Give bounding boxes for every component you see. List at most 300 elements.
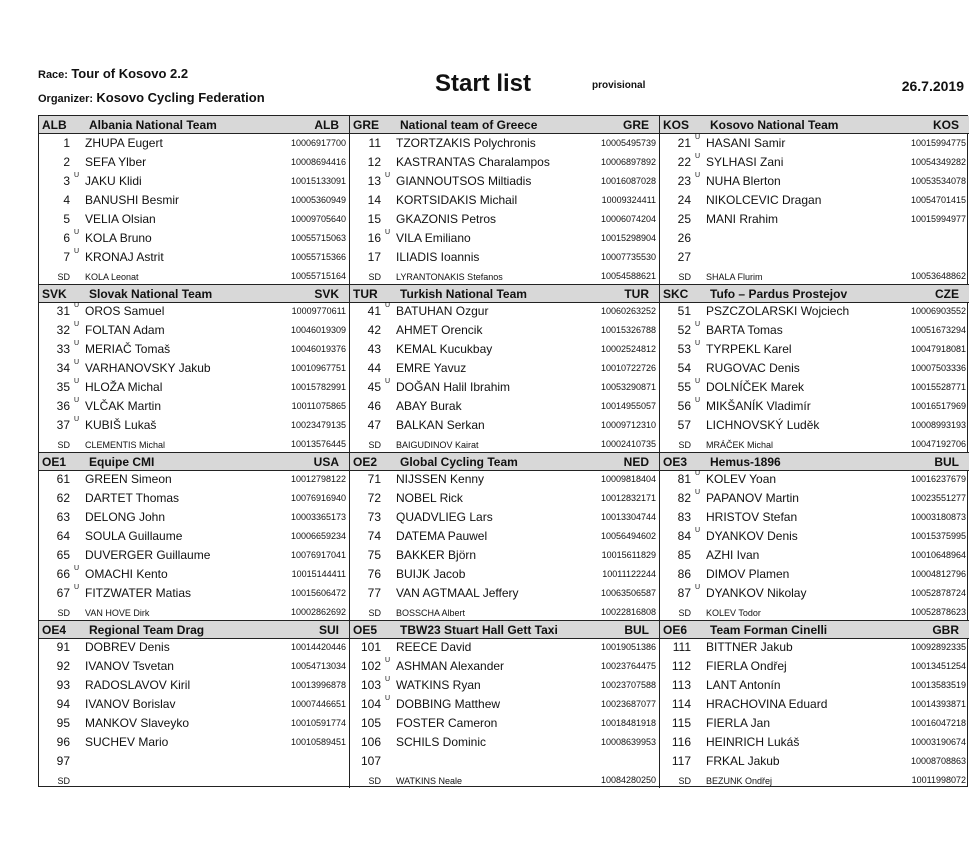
bib-number: 13 [367, 174, 381, 188]
bib-number: 17 [367, 250, 381, 264]
rider-row [350, 713, 659, 732]
uci-id: 10013451254 [910, 661, 966, 671]
rider-row [39, 545, 349, 564]
bib-number: 56 [677, 399, 691, 413]
rider-name: BATUHAN Ozgur [396, 304, 489, 318]
rider-row [350, 339, 659, 358]
uci-id: 10003180873 [910, 512, 966, 522]
uci-id: 10053290871 [600, 382, 656, 392]
team-code: OE2 [353, 455, 378, 469]
u23-flag: U [74, 248, 80, 255]
bib-number: 63 [56, 510, 70, 524]
uci-id: 10019051386 [600, 642, 656, 652]
rider-row [39, 526, 349, 545]
uci-id: 10006074204 [600, 214, 656, 224]
rider-row [39, 152, 349, 171]
rider-name: VLČAK Martin [85, 399, 162, 413]
uci-id: 10010722726 [600, 363, 656, 373]
team-name: Team Forman Cinelli [710, 623, 828, 637]
bib-number: 14 [367, 193, 381, 207]
uci-id: 10008694416 [290, 157, 346, 167]
organizer-label: Organizer: [38, 93, 94, 105]
rider-name: BUIJK Jacob [396, 567, 466, 581]
uci-id: 10054588621 [600, 271, 656, 281]
bib-number: 83 [677, 510, 691, 524]
bib-number: 61 [56, 472, 70, 486]
rider-name: BARTA Tomas [706, 323, 783, 337]
uci-id: 10006659234 [290, 531, 346, 541]
rider-name: SEFA Ylber [85, 155, 147, 169]
rider-row [660, 415, 969, 434]
bib-number: 7 [63, 250, 70, 264]
rider-name: NIJSSEN Kenny [396, 472, 485, 486]
uci-id: 10076916940 [290, 493, 346, 503]
rider-name: BANUSHI Besmir [85, 193, 180, 207]
bib-number: 12 [367, 155, 381, 169]
rider-name: ABAY Burak [396, 399, 462, 413]
team-code: TUR [353, 287, 378, 301]
bib-number: 15 [367, 212, 381, 226]
rider-row [350, 507, 659, 526]
team-name: Hemus-1896 [710, 455, 781, 469]
rider-name: FIERLA Jan [706, 716, 771, 730]
rider-name: FRKAL Jakub [706, 754, 780, 768]
bib-number: SD [57, 776, 70, 786]
uci-id: 10003365173 [290, 512, 346, 522]
page-title: Start list [435, 70, 532, 97]
team-section [659, 116, 969, 284]
rider-row [660, 583, 969, 602]
u23-flag: U [74, 340, 80, 347]
team-header [39, 116, 349, 134]
sports-director-row [660, 266, 969, 285]
uci-id: 10055715164 [290, 271, 346, 281]
rider-row [660, 320, 969, 339]
rider-name: JAKU Klidi [85, 174, 142, 188]
u23-flag: U [695, 489, 701, 496]
uci-id: 10015528771 [910, 382, 966, 392]
bib-number: 53 [677, 342, 691, 356]
team-block-row [39, 452, 967, 620]
team-header [660, 116, 969, 134]
uci-id: 10052878623 [910, 607, 966, 617]
uci-id: 10004812796 [910, 569, 966, 579]
u23-flag: U [695, 470, 701, 477]
u23-flag: U [74, 321, 80, 328]
bib-number: 21 [677, 136, 691, 150]
rider-row [39, 469, 349, 488]
rider-name: SUCHEV Mario [85, 735, 169, 749]
uci-id: 10023687077 [600, 699, 656, 709]
rider-row [660, 171, 969, 190]
rider-name: HASANI Samir [706, 136, 786, 150]
rider-row [660, 469, 969, 488]
rider-name: KORTSIDAKIS Michail [396, 193, 518, 207]
uci-id: 10016517969 [910, 401, 966, 411]
rider-row [660, 564, 969, 583]
race-name: Tour of Kosovo 2.2 [71, 66, 189, 81]
team-section [39, 284, 349, 452]
rider-name: DARTET Thomas [85, 491, 180, 505]
bib-number: 106 [360, 735, 381, 749]
bib-number: 32 [56, 323, 70, 337]
rider-row [660, 545, 969, 564]
rider-name: NIKOLCEVIC Dragan [706, 193, 822, 207]
team-nation: BUL [934, 455, 959, 469]
bib-number: 34 [56, 361, 70, 375]
sports-director-row [660, 770, 969, 789]
uci-id: 10084280250 [600, 775, 656, 785]
rider-row [39, 171, 349, 190]
bib-number: 113 [671, 678, 691, 692]
rider-row [350, 656, 659, 675]
uci-id: 10008708863 [910, 756, 966, 766]
uci-id: 10046019376 [290, 344, 346, 354]
rider-row [39, 339, 349, 358]
bib-number: SD [368, 272, 381, 282]
rider-name: ILIADIS Ioannis [396, 250, 480, 264]
bib-number: 35 [56, 380, 70, 394]
sports-director-row [660, 434, 969, 453]
rider-name: RADOSLAVOV Kiril [85, 678, 191, 692]
rider-row [39, 133, 349, 152]
rider-name: DATEMA Pauwel [396, 529, 488, 543]
uci-id: 10009712310 [600, 420, 656, 430]
bib-number: 36 [56, 399, 70, 413]
rider-name: FITZWATER Matias [85, 586, 191, 600]
rider-name: OMACHI Kento [85, 567, 168, 581]
bib-number: 104 [360, 697, 381, 711]
rider-name: LYRANTONAKIS Stefanos [396, 272, 503, 282]
rider-row [660, 133, 969, 152]
rider-row [39, 209, 349, 228]
rider-name: HEINRICH Lukáš [706, 735, 800, 749]
team-code: ALB [42, 118, 67, 132]
bib-number: 85 [677, 548, 691, 562]
rider-row [350, 190, 659, 209]
rider-name: KEMAL Kucukbay [396, 342, 493, 356]
uci-id: 10015994775 [910, 138, 966, 148]
rider-name: KRONAJ Astrit [85, 250, 164, 264]
team-section [659, 452, 969, 620]
rider-row [350, 228, 659, 247]
bib-number: 41 [367, 304, 381, 318]
rider-name: KOLA Leonat [85, 272, 139, 282]
rider-name: KUBIŠ Lukaš [85, 418, 157, 432]
bib-number: 22 [677, 155, 691, 169]
uci-id: 10012832171 [600, 493, 656, 503]
bib-number: 62 [56, 491, 70, 505]
rider-row [39, 488, 349, 507]
rider-row [350, 377, 659, 396]
rider-name: HRACHOVINA Eduard [706, 697, 828, 711]
u23-flag: U [385, 378, 391, 385]
u23-flag: U [695, 134, 701, 141]
rider-name: MERIAČ Tomaš [85, 342, 171, 356]
bib-number: 112 [671, 659, 691, 673]
bib-number: 66 [56, 567, 70, 581]
u23-flag: U [695, 584, 701, 591]
rider-name: KASTRANTAS Charalampos [396, 155, 550, 169]
rider-name: GREEN Simeon [85, 472, 172, 486]
rider-name: AHMET Orencik [396, 323, 483, 337]
bib-number: 73 [367, 510, 381, 524]
rider-name: VAN AGTMAAL Jeffery [396, 586, 519, 600]
rider-name: EMRE Yavuz [396, 361, 467, 375]
uci-id: 10009770611 [291, 306, 346, 316]
rider-row [39, 713, 349, 732]
uci-id: 10009324411 [601, 195, 656, 205]
rider-row [350, 247, 659, 266]
bib-number: 101 [360, 640, 381, 654]
rider-name: PAPANOV Martin [706, 491, 799, 505]
rider-row [39, 583, 349, 602]
document-header [38, 62, 968, 112]
rider-name: HRISTOV Stefan [706, 510, 798, 524]
team-code: KOS [663, 118, 690, 132]
bib-number: 115 [671, 716, 691, 730]
uci-id: 10076917041 [290, 550, 346, 560]
rider-row [39, 228, 349, 247]
bib-number: 76 [367, 567, 381, 581]
rider-row [660, 675, 969, 694]
rider-name: REECE David [396, 640, 472, 654]
rider-name: SOULA Guillaume [85, 529, 183, 543]
bib-number: SD [678, 608, 691, 618]
bib-number: 114 [671, 697, 691, 711]
uci-id: 10023764475 [600, 661, 656, 671]
rider-row [39, 564, 349, 583]
sports-director-row [350, 434, 659, 453]
rider-row [350, 564, 659, 583]
rider-row [660, 713, 969, 732]
uci-id: 10010591774 [290, 718, 346, 728]
rider-row [350, 415, 659, 434]
rider-row [660, 526, 969, 545]
team-name: Tufo – Pardus Prostejov [710, 287, 848, 301]
team-header [350, 116, 659, 134]
rider-name: FIERLA Ondřej [706, 659, 787, 673]
rider-name: PSZCZOLARSKI Wojciech [706, 304, 850, 318]
bib-number: 71 [367, 472, 381, 486]
u23-flag: U [695, 527, 701, 534]
team-section [349, 284, 659, 452]
rider-name: VARHANOVSKY Jakub [85, 361, 211, 375]
rider-name: FOSTER Cameron [396, 716, 498, 730]
rider-row [660, 488, 969, 507]
uci-id: 10014955057 [600, 401, 656, 411]
uci-id: 10006897892 [600, 157, 656, 167]
team-nation: KOS [932, 118, 959, 132]
rider-name: DIMOV Plamen [706, 567, 790, 581]
bib-number: 51 [677, 304, 691, 318]
rider-name: KOLEV Yoan [706, 472, 777, 486]
uci-id: 10012798122 [290, 474, 346, 484]
rider-name: MANI Rrahim [706, 212, 779, 226]
uci-id: 10013304744 [600, 512, 656, 522]
rider-name: FOLTAN Adam [85, 323, 165, 337]
rider-name: BALKAN Serkan [396, 418, 485, 432]
bib-number: 55 [677, 380, 691, 394]
team-section [349, 116, 659, 284]
sports-director-row [350, 266, 659, 285]
rider-name: HLOŽA Michal [85, 380, 163, 394]
team-nation: SVK [314, 287, 339, 301]
uci-id: 10055715063 [290, 233, 346, 243]
team-name: TBW23 Stuart Hall Gett Taxi [400, 623, 558, 637]
sports-director-row [39, 434, 349, 453]
bib-number: SD [57, 272, 70, 282]
rider-row [660, 339, 969, 358]
uci-id: 10051673294 [910, 325, 966, 335]
rider-row [660, 152, 969, 171]
team-nation: GRE [622, 118, 649, 132]
bib-number: SD [368, 440, 381, 450]
bib-number: 27 [677, 250, 691, 264]
rider-name: ZHUPA Eugert [85, 136, 163, 150]
sports-director-row [660, 602, 969, 621]
uci-id: 10002524812 [600, 344, 656, 354]
rider-name: SHALA Flurim [706, 272, 763, 282]
rider-row [350, 171, 659, 190]
rider-name: WATKINS Ryan [396, 678, 481, 692]
team-name: Kosovo National Team [710, 118, 839, 132]
bib-number: 24 [677, 193, 691, 207]
uci-id: 10054349282 [910, 157, 966, 167]
rider-row [39, 247, 349, 266]
bib-number: 91 [56, 640, 70, 654]
bib-number: 23 [677, 174, 691, 188]
team-name: Turkish National Team [400, 287, 527, 301]
rider-row [39, 675, 349, 694]
bib-number: 65 [56, 548, 70, 562]
team-nation: USA [313, 455, 339, 469]
bib-number: 31 [56, 304, 70, 318]
u23-flag: U [74, 378, 80, 385]
rider-name: KOLA Bruno [85, 231, 152, 245]
start-list-table [38, 115, 968, 787]
rider-name: NUHA Blerton [706, 174, 781, 188]
uci-id: 10053648862 [910, 271, 966, 281]
team-nation: NED [623, 455, 649, 469]
rider-name: VILA Emiliano [396, 231, 471, 245]
bib-number: 77 [367, 586, 381, 600]
uci-id: 10015611829 [601, 550, 656, 560]
bib-number: 117 [671, 754, 691, 768]
sports-director-row [39, 770, 349, 789]
uci-id: 10055715366 [290, 252, 346, 262]
bib-number: 111 [672, 640, 691, 654]
bib-number: 93 [56, 678, 70, 692]
u23-flag: U [385, 676, 391, 683]
rider-name: RUGOVAC Denis [706, 361, 800, 375]
rider-row [660, 396, 969, 415]
bib-number: 75 [367, 548, 381, 562]
uci-id: 10053534078 [910, 176, 966, 186]
rider-name: VELIA Olsian [85, 212, 156, 226]
u23-flag: U [385, 302, 391, 309]
rider-name: DOLNÍČEK Marek [706, 380, 805, 394]
bib-number: 116 [671, 735, 691, 749]
uci-id: 10009705640 [290, 214, 346, 224]
team-nation: BUL [624, 623, 649, 637]
uci-id: 10060263252 [600, 306, 656, 316]
uci-id: 10011998072 [911, 775, 966, 785]
uci-id: 10015606472 [290, 588, 346, 598]
team-name: Equipe CMI [89, 455, 155, 469]
rider-name: IVANOV Borislav [85, 697, 176, 711]
uci-id: 10013576445 [290, 439, 346, 449]
rider-name: GKAZONIS Petros [396, 212, 497, 226]
sports-director-row [350, 770, 659, 789]
team-section [659, 284, 969, 452]
uci-id: 10023707588 [600, 680, 656, 690]
rider-row [39, 751, 349, 770]
rider-row [350, 320, 659, 339]
rider-row [350, 396, 659, 415]
bib-number: 95 [56, 716, 70, 730]
rider-row [39, 694, 349, 713]
rider-name: VAN HOVE Dirk [85, 608, 150, 618]
bib-number: 97 [56, 754, 70, 768]
uci-id: 10009818404 [600, 474, 656, 484]
u23-flag: U [385, 695, 391, 702]
uci-id: 10002410735 [600, 439, 656, 449]
rider-name: DELONG John [85, 510, 166, 524]
bib-number: SD [368, 776, 381, 786]
bib-number: 37 [56, 418, 70, 432]
u23-flag: U [74, 584, 80, 591]
uci-id: 10056494602 [600, 531, 656, 541]
rider-name: DUVERGER Guillaume [85, 548, 211, 562]
bib-number: SD [678, 776, 691, 786]
rider-name: KOLEV Todor [706, 608, 761, 618]
rider-row [660, 507, 969, 526]
team-nation: SUI [318, 623, 339, 637]
rider-name: LANT Antonín [706, 678, 781, 692]
rider-row [39, 396, 349, 415]
bib-number: 52 [677, 323, 691, 337]
rider-row [660, 751, 969, 770]
bib-number: 67 [56, 586, 70, 600]
rider-row [350, 209, 659, 228]
uci-id: 10006903552 [910, 306, 966, 316]
rider-row [350, 545, 659, 564]
rider-name: DOBREV Denis [85, 640, 170, 654]
bib-number: SD [57, 608, 70, 618]
bib-number: 96 [56, 735, 70, 749]
sports-director-row [39, 602, 349, 621]
rider-row [39, 415, 349, 434]
uci-id: 10018481918 [600, 718, 656, 728]
rider-row [660, 732, 969, 751]
uci-id: 10008639953 [600, 737, 656, 747]
rider-name: BITTNER Jakub [706, 640, 793, 654]
rider-name: AZHI Ivan [706, 548, 760, 562]
uci-id: 10007503336 [910, 363, 966, 373]
rider-row [350, 526, 659, 545]
rider-row [39, 377, 349, 396]
rider-name: DOĞAN Halil Ibrahim [396, 380, 511, 394]
rider-row [660, 656, 969, 675]
uci-id: 10054701415 [910, 195, 966, 205]
team-section [39, 620, 349, 788]
u23-flag: U [695, 340, 701, 347]
race-label: Race: [38, 69, 68, 81]
bib-number: 84 [677, 529, 691, 543]
rider-row [350, 732, 659, 751]
uci-id: 10046019309 [290, 325, 346, 335]
